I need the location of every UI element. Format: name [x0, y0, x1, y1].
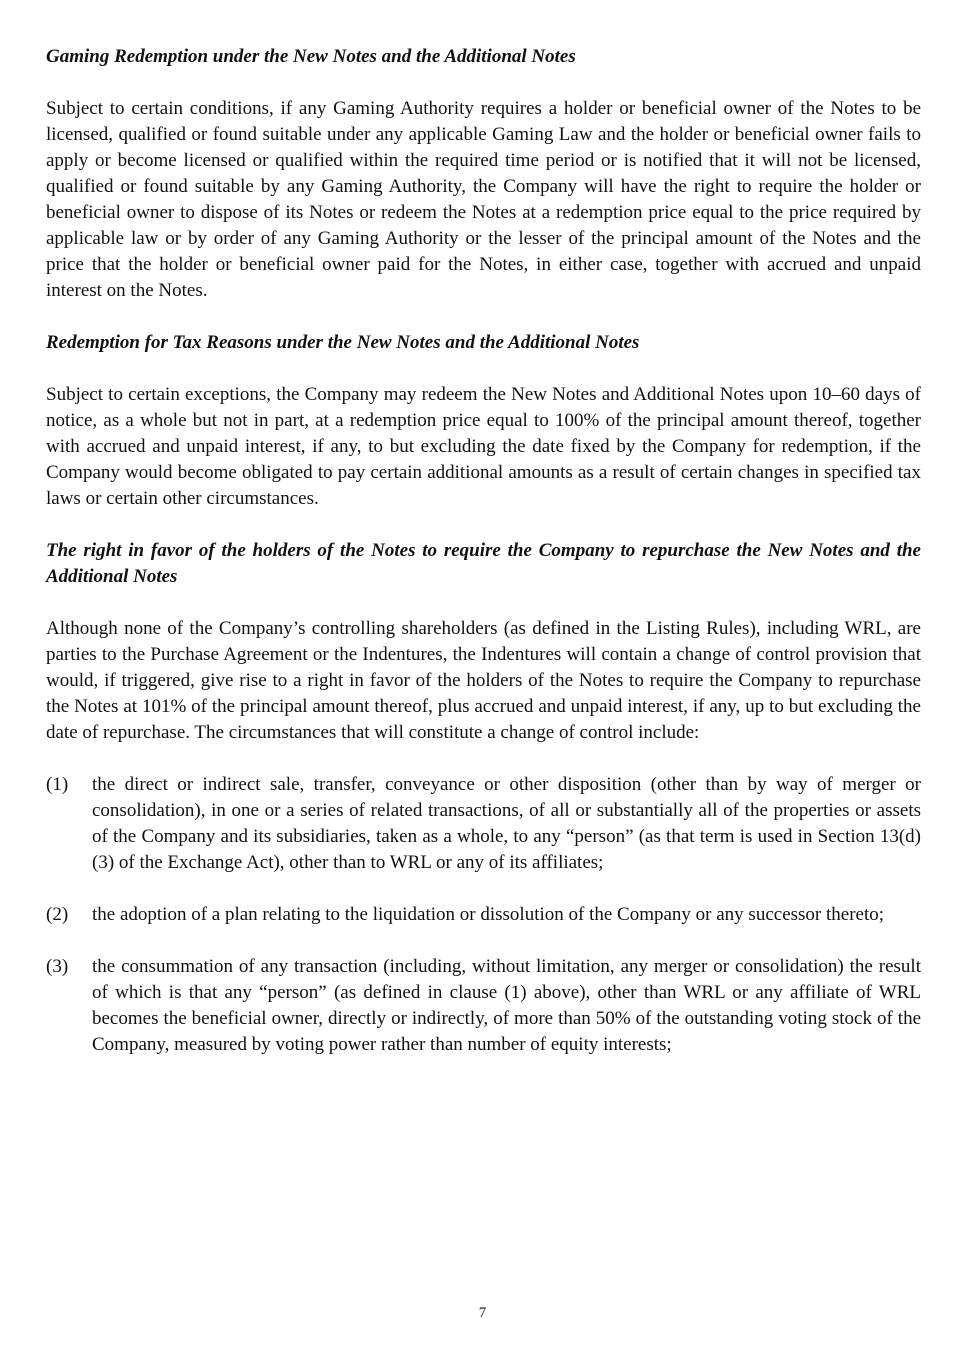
list-item-text: the adoption of a plan relating to the liquidation or dissolution of the Company or any successor thereto;: [92, 904, 885, 925]
section-heading-repurchase-right: The right in favor of the holders of the Notes to require the Company to repurchase the New Notes and the Additional Notes: [46, 540, 921, 587]
paragraph-tax-redemption: Subject to certain exceptions, the Company may redeem the New Notes and Additional Notes upon 10–60 days of notice, as a whole but not in part, at a redemption price equal to 100% of the principal amount thereof, together with accrued and unpaid interest, if any, to but excluding the date fixed by the Company for redemption, if the Company would become obligated to pay certain additional amounts as a result of certain changes in specified tax laws or certain other circumstances.: [46, 384, 921, 509]
list-item-text: the consummation of any transaction (including, without limitation, any merger or consolidation) the result of which is that any “person” (as defined in clause (1) above), other than WRL or any affiliate of WRL becomes the beneficial owner, directly or indirectly, of more than 50% of the outstanding voting stock of the Company, measured by voting power rather than number of equity interests;: [92, 956, 921, 1055]
paragraph-repurchase-right: Although none of the Company’s controlling shareholders (as defined in the Listing Rules), including WRL, are parties to the Purchase Agreement or the Indentures, the Indentures will contain a change of control provision that would, if triggered, give rise to a right in favor of the holders of the Notes to require the Company to repurchase the Notes at 101% of the principal amount thereof, plus accrued and unpaid interest, if any, up to but excluding the date of repurchase. The circumstances that will constitute a change of control include:: [46, 618, 921, 743]
list-item: [46, 902, 921, 928]
paragraph-gaming-redemption: Subject to certain conditions, if any Gaming Authority requires a holder or beneficial owner of the Notes to be licensed, qualified or found suitable under any applicable Gaming Law and the holder or beneficial owner fails to apply or become licensed or qualified within the required time period or is notified that it will not be licensed, qualified or found suitable by any Gaming Authority, the Company will have the right to require the holder or beneficial owner to dispose of its Notes or redeem the Notes at a redemption price equal to the price required by applicable law or by order of any Gaming Authority or the lesser of the principal amount of the Notes and the price that the holder or beneficial owner paid for the Notes, in either case, together with accrued and unpaid interest on the Notes.: [46, 98, 921, 301]
list-item-number: (3): [46, 956, 69, 977]
list-item: [46, 772, 921, 876]
change-of-control-list: [46, 772, 921, 1058]
section-heading-tax-redemption: Redemption for Tax Reasons under the New Notes and the Additional Notes: [46, 332, 640, 353]
section-heading-gaming-redemption: Gaming Redemption under the New Notes and the Additional Notes: [46, 46, 576, 67]
document-page: [46, 44, 921, 1084]
list-item-text: the direct or indirect sale, transfer, conveyance or other disposition (other than by way of merger or consolidation), in one or a series of related transactions, of all or substantially all of the properties or assets of the Company and its subsidiaries, taken as a whole, to any “person” (as that term is used in Section 13(d)(3) of the Exchange Act), other than to WRL or any of its affiliates;: [92, 774, 921, 873]
list-item: [46, 954, 921, 1058]
page-number: 7: [478, 1305, 487, 1321]
list-item-number: (1): [46, 774, 69, 795]
list-item-number: (2): [46, 904, 69, 925]
